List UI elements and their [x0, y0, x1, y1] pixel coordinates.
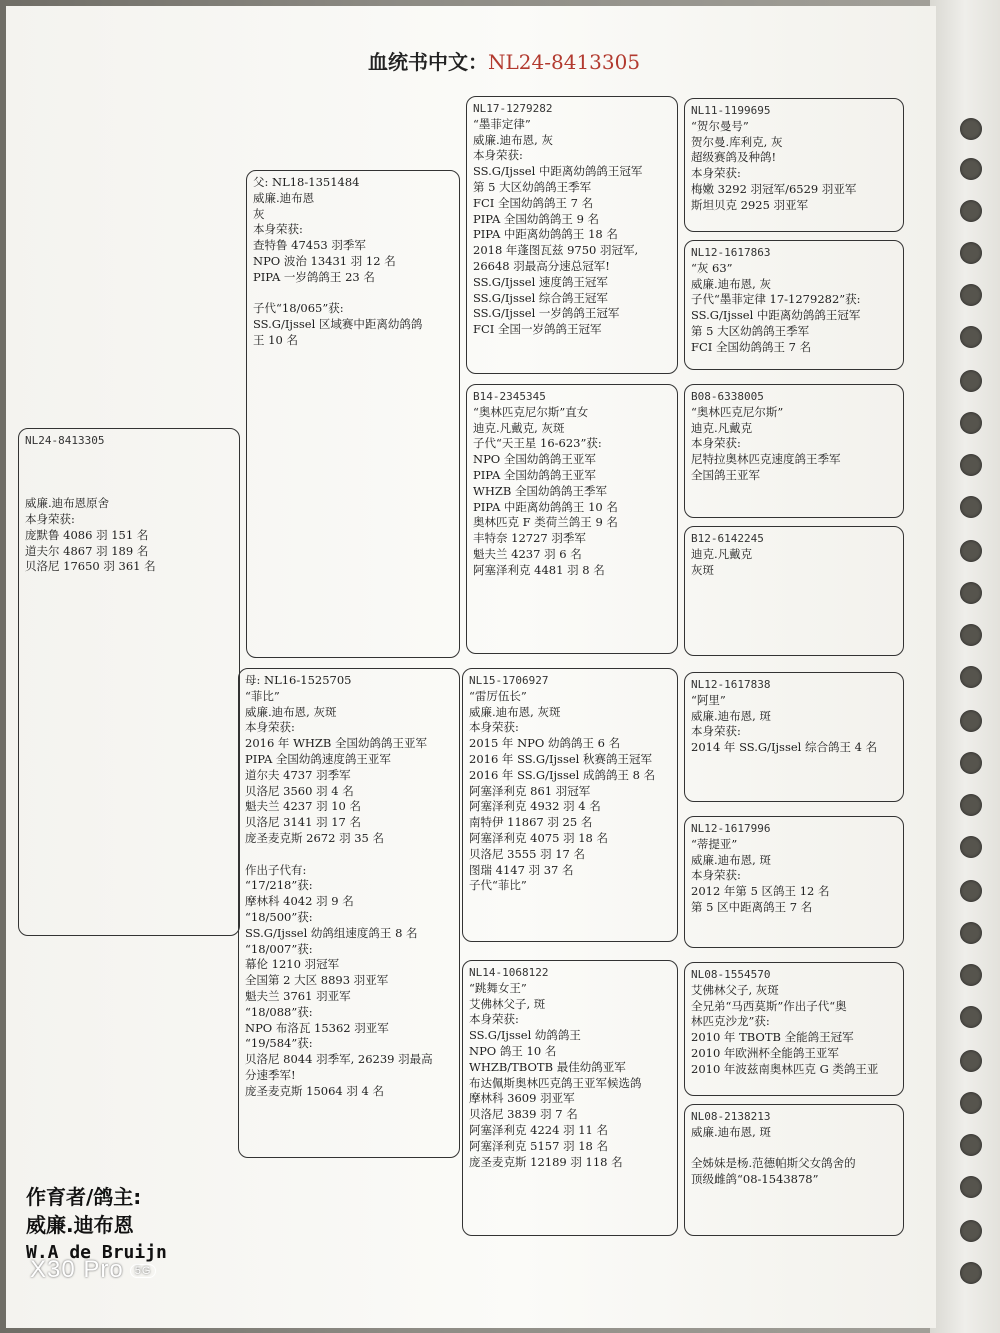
ssd-details [691, 261, 897, 356]
detail-line: 贺尔曼.库利克, 灰 [691, 134, 783, 149]
detail-line: 贝洛尼 8044 羽季军, 26239 羽最高 [245, 1052, 433, 1067]
detail-line: PIPA 全国幼鸽鸽王亚军 [473, 467, 596, 482]
detail-line: 子代“18/065”获: [253, 301, 344, 316]
detail-line: “蒂提亚” [691, 836, 738, 851]
punch-hole [960, 794, 982, 816]
detail-line: 奥林匹克 F 类荷兰鸽王 9 名 [473, 515, 618, 530]
dam-dam-dam-card [684, 1104, 904, 1236]
detail-line: “灰 63” [691, 260, 733, 275]
punch-hole [960, 964, 982, 986]
sss-ring: NL11-1199695 [691, 104, 771, 117]
detail-line: 庞圣麦克斯 12189 羽 118 名 [469, 1154, 623, 1169]
detail-line: 威廉.迪布恩原舍 [25, 496, 110, 511]
dam-details [245, 689, 453, 1100]
detail-line: 全国第 2 大区 8893 羽亚军 [245, 973, 389, 988]
detail-line: 作出子代有: [245, 862, 307, 877]
detail-line: 2014 年 SS.G/Ijssel 综合鸽王 4 名 [691, 740, 878, 755]
detail-line: 本身荣获: [25, 511, 75, 526]
detail-line: 2016 年 WHZB 全国幼鸽鸽王亚军 [245, 736, 428, 751]
detail-line: 本身荣获: [691, 166, 741, 181]
punch-hole [960, 1262, 982, 1284]
punch-hole [960, 412, 982, 434]
detail-line: 子代“菲比” [469, 878, 527, 893]
sire-sire-sire-card [684, 98, 904, 232]
camera-watermark [30, 1256, 156, 1284]
detail-line: 魁夫兰 4237 羽 10 名 [245, 799, 362, 814]
sire-dam-sire-card [684, 384, 904, 518]
punch-hole [960, 118, 982, 140]
detail-line: 王 10 名 [253, 332, 298, 347]
detail-line: 查特鲁 47453 羽季军 [253, 238, 366, 253]
detail-line: PIPA 全国幼鸽鸽王 9 名 [473, 211, 600, 226]
detail-line: NPO 全国幼鸽鸽王亚军 [473, 452, 596, 467]
detail-line: 本身荣获: [245, 720, 295, 735]
detail-line: SS.G/Ijssel 中距离幼鸽鸽王冠军 [473, 164, 643, 179]
detail-line: “雷厉伍长” [469, 688, 527, 703]
detail-line: NPO 鸽王 10 名 [469, 1043, 557, 1058]
detail-line: FCI 全国幼鸽鸽王 7 名 [473, 195, 594, 210]
detail-line: 南特伊 11867 羽 25 名 [469, 815, 593, 830]
punch-hole [960, 1220, 982, 1242]
detail-line: SS.G/Ijssel 幼鸽鸽王 [469, 1028, 581, 1043]
detail-line: 威廉.迪布恩, 斑 [691, 1124, 771, 1139]
detail-line: SS.G/Ijssel 中距离幼鸽鸽王冠军 [691, 308, 861, 323]
detail-line: 26648 羽最高分速总冠军! [473, 258, 610, 273]
detail-line [25, 480, 233, 496]
detail-line: PIPA 中距离幼鸽鸽王 18 名 [473, 227, 618, 242]
dds-ring: NL08-1554570 [691, 968, 771, 981]
dam-card [238, 668, 460, 1158]
detail-line: 2010 年 TBOTB 全能鸽王冠军 [691, 1030, 854, 1045]
detail-line: FCI 全国幼鸽鸽王 7 名 [691, 339, 812, 354]
detail-line: 迪克.凡戴克 [691, 420, 753, 435]
detail-line: “18/088”获: [245, 1004, 313, 1019]
detail-line: 本身荣获: [691, 868, 741, 883]
detail-line: 幕伦 1210 羽冠军 [245, 957, 340, 972]
detail-line: 威廉.迪布恩, 灰斑 [469, 704, 561, 719]
detail-line [253, 286, 453, 302]
detail-line [25, 465, 233, 481]
sire-card [246, 170, 460, 658]
detail-line: 超级赛鸽及种鸽! [691, 150, 777, 165]
dam-dam-card [462, 960, 678, 1236]
detail-line: 庞圣麦克斯 2672 羽 35 名 [245, 830, 385, 845]
detail-line: 顶级雌鸽“08-1543878” [691, 1172, 819, 1187]
punch-hole [960, 370, 982, 392]
detail-line: 全兄弟“马西莫斯”作出子代“奥 [691, 998, 847, 1013]
ddd-ring: NL08-2138213 [691, 1110, 771, 1123]
detail-line: 贝洛尼 3560 羽 4 名 [245, 783, 354, 798]
dds-details [691, 983, 897, 1078]
detail-line: 迪克.凡戴克, 灰斑 [473, 420, 565, 435]
detail-line: 庞默鲁 4086 羽 151 名 [25, 527, 149, 542]
title-prefix: 血统书中文： [368, 50, 488, 74]
dam-dam-ring: NL14-1068122 [469, 966, 549, 979]
detail-line: “阿里” [691, 692, 726, 707]
detail-line: 威廉.迪布恩, 斑 [691, 708, 771, 723]
detail-line: 贝洛尼 3555 羽 17 名 [469, 846, 586, 861]
detail-line: 阿塞泽利克 5157 羽 18 名 [469, 1138, 609, 1153]
dam-sire-sire-card [684, 672, 904, 802]
detail-line: 艾佛林父子, 斑 [469, 996, 546, 1011]
breeder-name-en: W.A de Bruijn [26, 1242, 167, 1263]
dam-dam-details [469, 981, 671, 1171]
dam-dam-sire-card [684, 962, 904, 1096]
detail-line: 2010 年欧洲杯全能鸽王亚军 [691, 1045, 839, 1060]
detail-line: 魁夫兰 4237 羽 6 名 [473, 546, 582, 561]
sire-sire-card [466, 96, 678, 374]
detail-line: 迪克.凡戴克 [691, 546, 753, 561]
dam-sire-card [462, 668, 678, 942]
detail-line: 子代“墨菲定律 17-1279282”获: [691, 292, 861, 307]
detail-line: 摩林科 3609 羽亚军 [469, 1091, 575, 1106]
sire-sire-ring: NL17-1279282 [473, 102, 553, 115]
detail-line: 摩林科 4042 羽 9 名 [245, 894, 354, 909]
detail-line: 本身荣获: [253, 222, 303, 237]
sss-details [691, 119, 897, 214]
detail-line: 贝洛尼 17650 羽 361 名 [25, 559, 156, 574]
detail-line: 2016 年 SS.G/Ijssel 成鸽鸽王 8 名 [469, 767, 656, 782]
punch-hole [960, 666, 982, 688]
punch-hole [960, 1050, 982, 1072]
camera-model: X30 Pro [30, 1256, 124, 1283]
detail-line: “贺尔曼号” [691, 118, 749, 133]
detail-line: 庞圣麦克斯 15064 羽 4 名 [245, 1083, 385, 1098]
detail-line: SS.G/Ijssel 综合鸽王冠军 [473, 290, 608, 305]
punch-hole [960, 624, 982, 646]
detail-line: “奥林匹克尼尔斯”直女 [473, 404, 589, 419]
punch-hole [960, 454, 982, 476]
detail-line: 丰特奈 12727 羽季军 [473, 531, 586, 546]
detail-line: “跳舞女王” [469, 980, 527, 995]
detail-line: 布达佩斯奥林匹克鸽王亚军候选鸽 [469, 1075, 642, 1090]
detail-line: 阿塞泽利克 4224 羽 11 名 [469, 1122, 609, 1137]
breeder-block [26, 1183, 167, 1267]
dam-ring: 母: NL16-1525705 [245, 673, 352, 687]
detail-line: 分速季军! [245, 1067, 296, 1082]
detail-line [691, 1141, 897, 1157]
detail-line: 贝洛尼 3141 羽 17 名 [245, 815, 362, 830]
detail-line: 道夫尔 4867 羽 189 名 [25, 543, 149, 558]
network-badge: 5G [130, 1264, 157, 1278]
detail-line: 本身荣获: [473, 148, 523, 163]
punch-hole [960, 1006, 982, 1028]
detail-line: 第 5 大区幼鸽鸽王季军 [691, 323, 810, 338]
punch-hole [960, 540, 982, 562]
punch-hole [960, 200, 982, 222]
detail-line: 阿塞泽利克 4932 羽 4 名 [469, 799, 601, 814]
punch-hole [960, 710, 982, 732]
detail-line: 林匹克沙龙”获: [691, 1014, 770, 1029]
breeder-label: 作育者/鸽主: [26, 1185, 142, 1209]
detail-line: 图瑞 4147 羽 37 名 [469, 862, 574, 877]
detail-line: PIPA 全国幼鸽速度鸽王亚军 [245, 751, 391, 766]
punch-hole [960, 284, 982, 306]
detail-line: WHZB 全国幼鸽鸽王季军 [473, 483, 607, 498]
sire-dam-dam-card [684, 526, 904, 656]
sire-ring: 父: NL18-1351484 [253, 175, 360, 189]
detail-line: 全姊妹是杨.范德帕斯父女鸽舍的 [691, 1156, 856, 1171]
detail-line: SS.G/Ijssel 幼鸽组速度鸽王 8 名 [245, 925, 418, 940]
sire-sire-details [473, 117, 671, 338]
dam-sire-ring: NL15-1706927 [469, 674, 549, 687]
detail-line: “18/500”获: [245, 909, 313, 924]
punch-hole [960, 752, 982, 774]
dsd-details [691, 837, 897, 916]
detail-line: 梅嫩 3292 羽冠军/6529 羽亚军 [691, 181, 857, 196]
detail-line: 本身荣获: [469, 1012, 519, 1027]
detail-line: 阿塞泽利克 4481 羽 8 名 [473, 562, 605, 577]
detail-line: 尼特拉奥林匹克速度鸽王季军 [691, 452, 841, 467]
detail-line: “17/218”获: [245, 878, 313, 893]
detail-line: 艾佛林父子, 灰斑 [691, 982, 779, 997]
sire-sire-dam-card [684, 240, 904, 370]
detail-line: 灰斑 [691, 562, 714, 577]
detail-line: NPO 布洛瓦 15362 羽亚军 [245, 1020, 389, 1035]
detail-line: 灰 [253, 206, 265, 221]
subject-ring: NL24-8413305 [25, 434, 105, 447]
punch-hole [960, 1092, 982, 1114]
detail-line: 斯坦贝克 2925 羽亚军 [691, 197, 809, 212]
detail-line: 本身荣获: [469, 720, 519, 735]
punch-hole [960, 582, 982, 604]
breeder-name-cn: 威廉.迪布恩 [26, 1213, 134, 1237]
detail-line: “18/007”获: [245, 941, 313, 956]
detail-line: “菲比” [245, 688, 280, 703]
detail-line: 第 5 区中距离鸽王 7 名 [691, 899, 813, 914]
punch-hole [960, 880, 982, 902]
sds-details [691, 405, 897, 484]
detail-line: 阿塞泽利克 861 羽冠军 [469, 783, 591, 798]
dsd-ring: NL12-1617996 [691, 822, 771, 835]
detail-line: 2012 年第 5 区鸽王 12 名 [691, 884, 830, 899]
dam-sire-dam-card [684, 816, 904, 948]
sdd-ring: B12-6142245 [691, 532, 764, 545]
detail-line: SS.G/Ijssel 一岁鸽鸽王冠军 [473, 306, 620, 321]
detail-line: 2016 年 SS.G/Ijssel 秋赛鸽王冠军 [469, 751, 652, 766]
punch-hole [960, 326, 982, 348]
punch-hole [960, 836, 982, 858]
punch-hole [960, 1134, 982, 1156]
detail-line: WHZB/TBOTB 最佳幼鸽亚军 [469, 1059, 626, 1074]
sire-details [253, 191, 453, 349]
detail-line [25, 449, 233, 465]
sire-dam-details [473, 405, 671, 579]
subject-details [25, 449, 233, 575]
detail-line: “19/584”获: [245, 1036, 313, 1051]
dam-sire-details [469, 689, 671, 894]
detail-line: PIPA 一岁鸽鸽王 23 名 [253, 269, 375, 284]
detail-line: 阿塞泽利克 4075 羽 18 名 [469, 830, 609, 845]
title-ring-number: NL24-8413305 [488, 50, 641, 74]
detail-line: 子代“天王星 16-623”获: [473, 436, 602, 451]
subject-card [18, 428, 240, 936]
detail-line: SS.G/Ijssel 速度鸽王冠军 [473, 274, 608, 289]
detail-line: PIPA 中距离幼鸽鸽王 10 名 [473, 499, 618, 514]
punch-hole [960, 922, 982, 944]
detail-line: 2010 年波兹南奥林匹克 G 类鸽王亚 [691, 1061, 879, 1076]
punch-hole [960, 496, 982, 518]
detail-line: 魁夫兰 3761 羽亚军 [245, 988, 351, 1003]
detail-line: 2015 年 NPO 幼鸽鸽王 6 名 [469, 736, 621, 751]
detail-line: 威廉.迪布恩, 灰 [691, 276, 771, 291]
sire-dam-ring: B14-2345345 [473, 390, 546, 403]
detail-line: 威廉.迪布恩, 斑 [691, 852, 771, 867]
dss-details [691, 693, 897, 756]
page-title [368, 46, 640, 75]
detail-line: FCI 全国一岁鸽鸽王冠军 [473, 322, 602, 337]
sds-ring: B08-6338005 [691, 390, 764, 403]
detail-line: “奥林匹克尼尔斯” [691, 404, 784, 419]
detail-line: NPO 波治 13431 羽 12 名 [253, 253, 396, 268]
detail-line: 2018 年蓬图瓦兹 9750 羽冠军, [473, 243, 639, 258]
detail-line: SS.G/Ijssel 区域赛中距离幼鸽鸽 [253, 317, 423, 332]
sdd-details [691, 547, 897, 579]
detail-line: 全国鸽王亚军 [691, 467, 760, 482]
punch-hole [960, 158, 982, 180]
detail-line: 本身荣获: [691, 436, 741, 451]
detail-line: 威廉.迪布恩, 灰斑 [245, 704, 337, 719]
detail-line [245, 847, 453, 863]
punch-hole [960, 1176, 982, 1198]
detail-line: 本身荣获: [691, 724, 741, 739]
detail-line: 第 5 大区幼鸽鸽王季军 [473, 179, 592, 194]
detail-line: “墨菲定律” [473, 116, 531, 131]
detail-line: 道尔夫 4737 羽季军 [245, 767, 351, 782]
punch-hole [960, 242, 982, 264]
ddd-details [691, 1125, 897, 1188]
detail-line: 贝洛尼 3839 羽 7 名 [469, 1107, 578, 1122]
detail-line: 威廉.迪布恩, 灰 [473, 132, 553, 147]
sire-dam-card [466, 384, 678, 654]
detail-line: 威廉.迪布恩 [253, 190, 315, 205]
ssd-ring: NL12-1617863 [691, 246, 771, 259]
dss-ring: NL12-1617838 [691, 678, 771, 691]
